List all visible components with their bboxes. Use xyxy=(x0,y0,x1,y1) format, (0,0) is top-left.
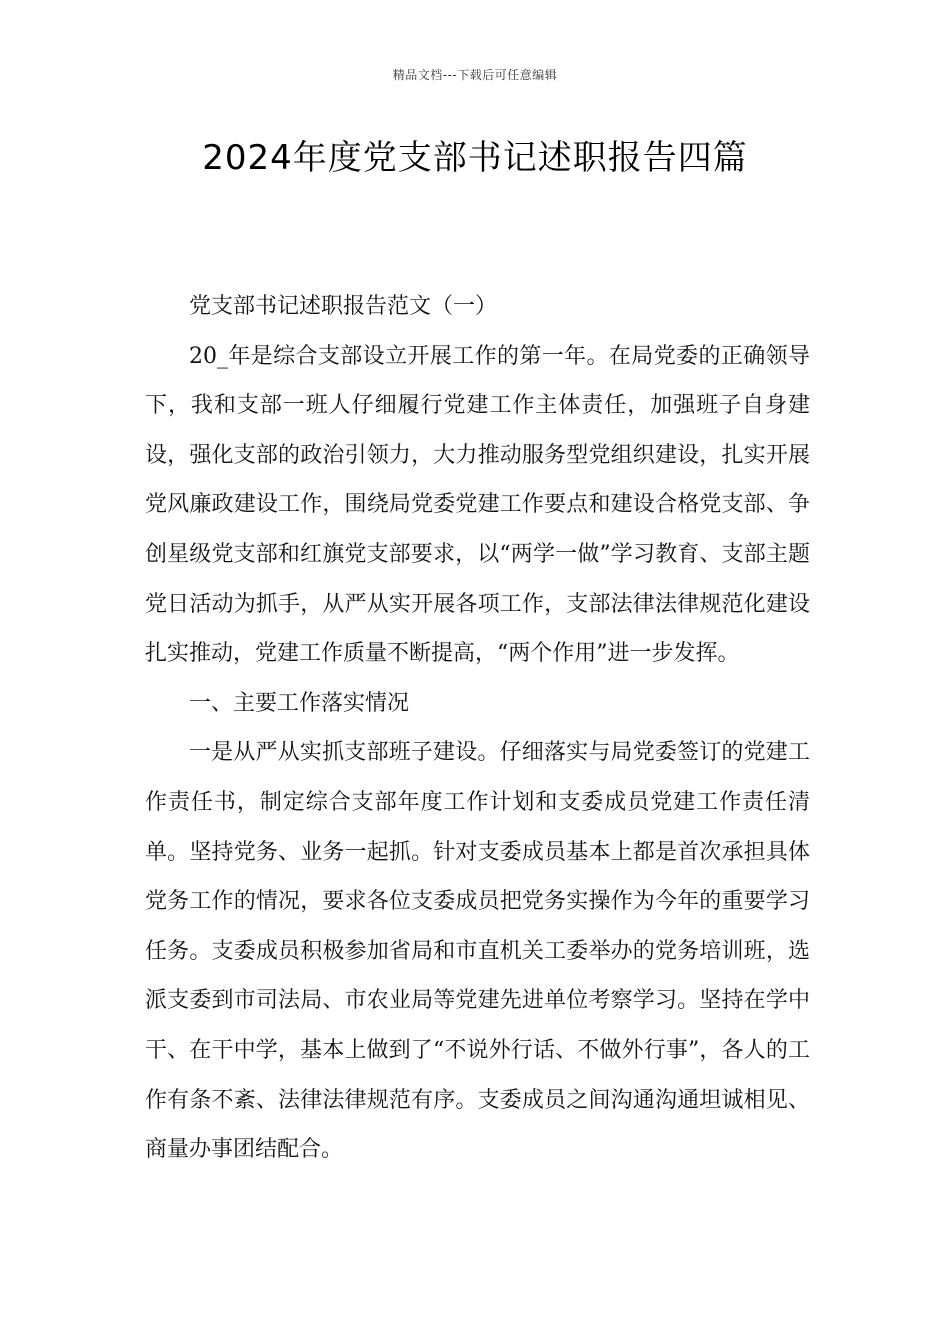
body-paragraph: 20_年是综合支部设立开展工作的第一年。在局党委的正确领导下，我和支部一班人仔细履行党建工作主体责任，加强班子自身建设，强化支部的政治引领力，大力推动服务型党组织建设，扎实开展党风廉政建设工作，围绕局党委党建工作要点和建设合格党支部、争创星级党支部和红旗党支部要求，以“两学一做”学习教育、支部主题党日活动为抓手，从严从实开展各项工作，支部法律法律规范化建设扎实推动，党建工作质量不断提高，“两个作用”进一步发挥。 xyxy=(145,343,810,667)
header-note: 精品文档---下载后可任意编辑 xyxy=(392,68,558,82)
document-title: 2024年度党支部书记述职报告四篇 xyxy=(202,138,748,178)
section-heading: 党支部书记述职报告范文（一） xyxy=(189,294,498,319)
section-heading: 一、主要工作落实情况 xyxy=(189,690,410,716)
document-body xyxy=(145,282,810,1175)
body-paragraph: 一是从严从实抓支部班子建设。仔细落实与局党委签订的党建工作责任书，制定综合支部年度工作计划和支委成员党建工作责任清单。坚持党务、业务一起抓。针对支委成员基本上都是首次承担具体党务工作的情况，要求各位支委成员把党务实操作为今年的重要学习任务。支委成员积极参加省局和市直机关工委举办的党务培训班，选派支委到市司法局、市农业局等党建先进单位考察学习。坚持在学中干、在干中学，基本上做到了“不说外行话、不做外行事”，各人的工作有条不紊、法律法律规范有序。支委成员之间沟通沟通坦诚相见、商量办事团结配合。 xyxy=(145,740,810,1163)
